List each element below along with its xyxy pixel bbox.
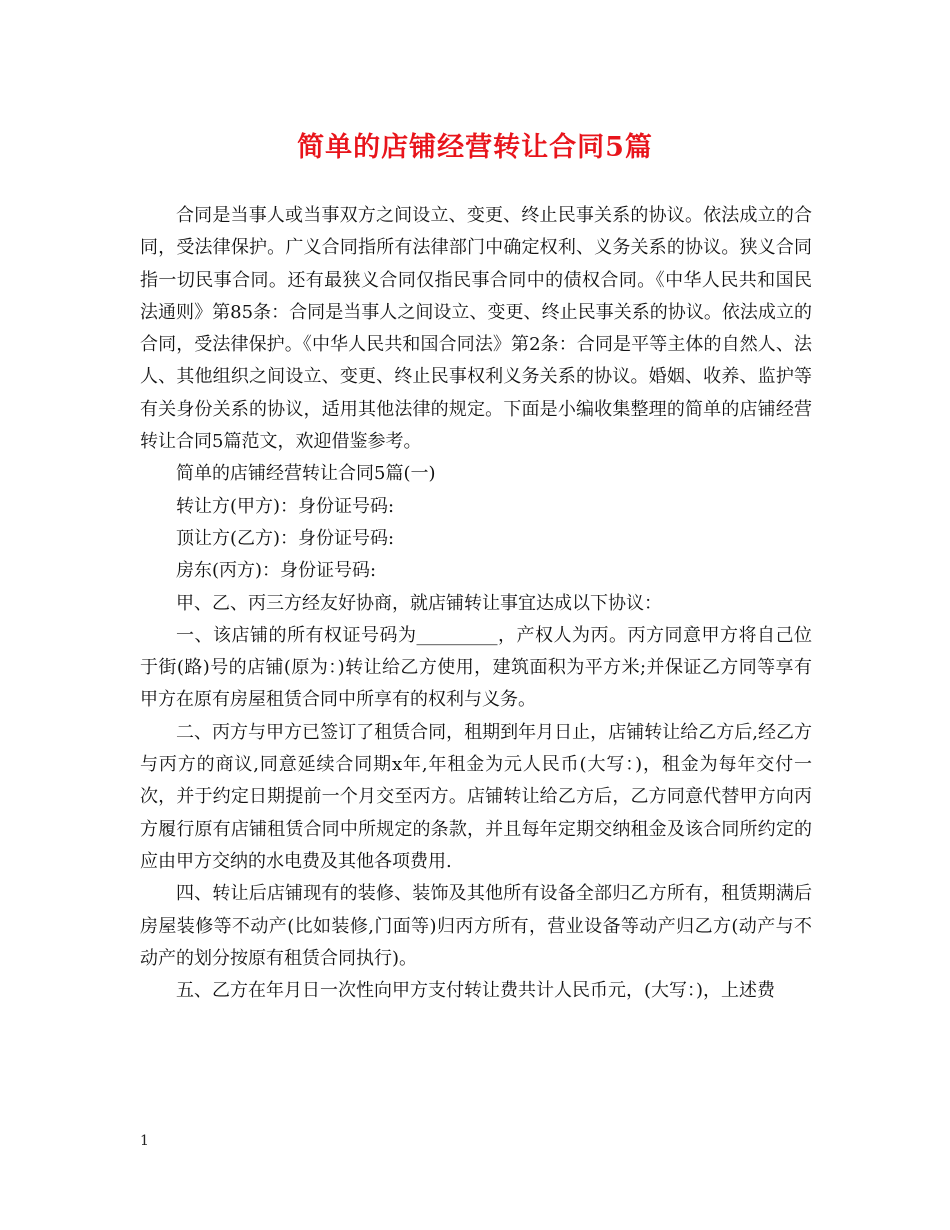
page-number: 1	[140, 1133, 149, 1149]
paragraph-clause-4: 四、转让后店铺现有的装修、装饰及其他所有设备全部归乙方所有，租赁期满后房屋装修等不动产(比如装修,门面等)归丙方所有，营业设备等动产归乙方(动产与不动产的划分按原有租赁合同执行)。	[140, 883, 812, 969]
paragraph-transferor: 转让方(甲方)：身份证号码:	[176, 495, 395, 517]
paragraph-clause-1: 一、该店铺的所有权证号码为_________，产权人为丙。丙方同意甲方将自己位于街(路)号的店铺(原为：)转让给乙方使用，建筑面积为平方米;并保证乙方同等享有甲方在原有房屋租赁合同中所享有的权利与义务。	[140, 624, 812, 711]
paragraph-agreement-intro: 甲、乙、丙三方经友好协商，就店铺转让事宜达成以下协议：	[176, 592, 662, 614]
paragraph-section-heading: 简单的店铺经营转让合同5篇(一)	[176, 463, 436, 485]
paragraph-clause-2: 二、丙方与甲方已签订了租赁合同，租期到年月日止，店铺转让给乙方后,经乙方与丙方的商议,同意延续合同期x年,年租金为元人民币(大写：)，租金为每年交付一次，并于约定日期提前一个月交至丙方。店铺转让给乙方后，乙方同意代替甲方向丙方履行原有店铺租赁合同中所规定的条款，并且每年定期交纳租金及该合同所约定的应由甲方交纳的水电费及其他各项费用.	[140, 721, 812, 872]
document-body	[140, 200, 812, 1007]
paragraph-intro: 合同是当事人或当事双方之间设立、变更、终止民事关系的协议。依法成立的合同，受法律保护。广义合同指所有法律部门中确定权利、义务关系的协议。狭义合同指一切民事合同。还有最狭义合同仅指民事合同中的债权合同。《中华人民共和国民法通则》第85条：合同是当事人之间设立、变更、终止民事关系的协议。依法成立的合同，受法律保护。《中华人民共和国合同法》第2条：合同是平等主体的自然人、法人、其他组织之间设立、变更、终止民事权利义务关系的协议。婚姻、收养、监护等有关身份关系的协议，适用其他法律的规定。下面是小编收集整理的简单的店铺经营转让合同5篇范文，欢迎借鉴参考。	[140, 205, 812, 453]
paragraph-landlord: 房东(丙方)：身份证号码:	[176, 560, 377, 582]
paragraph-clause-5: 五、乙方在年月日一次性向甲方支付转让费共计人民币元，(大写：)，上述费	[176, 980, 776, 1002]
document-title: 简单的店铺经营转让合同5篇	[297, 132, 653, 163]
paragraph-transferee: 顶让方(乙方)：身份证号码:	[176, 527, 395, 549]
